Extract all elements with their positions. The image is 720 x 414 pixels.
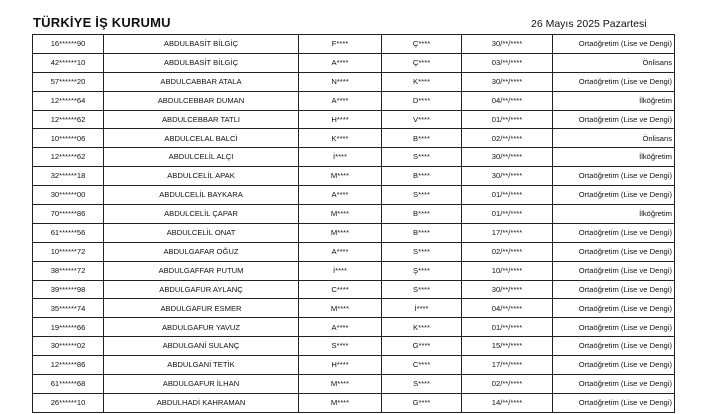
table-row: [33, 393, 675, 412]
id-cell: 61******68: [33, 375, 104, 394]
education-cell: İlköğretim: [553, 91, 675, 110]
date-cell: 01/**/****: [462, 186, 553, 205]
masked-field-1-cell: M****: [299, 223, 382, 242]
name-cell: ABDULGAFUR AYLANÇ: [104, 280, 299, 299]
masked-field-1-cell: C****: [299, 280, 382, 299]
masked-field-2-cell: S****: [382, 242, 462, 261]
masked-field-2-cell: K****: [382, 318, 462, 337]
masked-field-1-cell: N****: [299, 72, 382, 91]
table-body: [33, 35, 675, 413]
date-cell: 03/**/****: [462, 53, 553, 72]
masked-field-2-cell: G****: [382, 393, 462, 412]
date-cell: 02/**/****: [462, 375, 553, 394]
id-cell: 57******20: [33, 72, 104, 91]
masked-field-1-cell: M****: [299, 393, 382, 412]
masked-field-1-cell: M****: [299, 205, 382, 224]
masked-field-2-cell: B****: [382, 129, 462, 148]
id-cell: 12******62: [33, 148, 104, 167]
masked-field-2-cell: G****: [382, 337, 462, 356]
id-cell: 16******90: [33, 35, 104, 54]
name-cell: ABDULGAFFAR PUTUM: [104, 261, 299, 280]
table-row: [33, 356, 675, 375]
table-row: [33, 35, 675, 54]
table-row: [33, 223, 675, 242]
masked-field-2-cell: K****: [382, 72, 462, 91]
masked-field-2-cell: Ç****: [382, 35, 462, 54]
name-cell: ABDULCELİL ONAT: [104, 223, 299, 242]
name-cell: ABDULCELİL ÇAPAR: [104, 205, 299, 224]
masked-field-1-cell: A****: [299, 186, 382, 205]
date-cell: 30/**/****: [462, 280, 553, 299]
masked-field-1-cell: A****: [299, 53, 382, 72]
id-cell: 61******56: [33, 223, 104, 242]
table-row: [33, 167, 675, 186]
masked-field-2-cell: B****: [382, 167, 462, 186]
masked-field-1-cell: S****: [299, 337, 382, 356]
name-cell: ABDULCABBAR ATALA: [104, 72, 299, 91]
id-cell: 12******64: [33, 91, 104, 110]
education-cell: Ortaöğretim (Lise ve Dengi): [553, 337, 675, 356]
education-cell: Ortaöğretim (Lise ve Dengi): [553, 186, 675, 205]
date-cell: 04/**/****: [462, 91, 553, 110]
education-cell: İlköğretim: [553, 148, 675, 167]
education-cell: Ortaöğretim (Lise ve Dengi): [553, 356, 675, 375]
applicant-table: [32, 34, 675, 413]
date-cell: 01/**/****: [462, 110, 553, 129]
education-cell: Ortaöğretim (Lise ve Dengi): [553, 110, 675, 129]
masked-field-1-cell: K****: [299, 129, 382, 148]
masked-field-2-cell: C****: [382, 356, 462, 375]
name-cell: ABDULHADİ KAHRAMAN: [104, 393, 299, 412]
id-cell: 26******10: [33, 393, 104, 412]
id-cell: 12******62: [33, 110, 104, 129]
table-row: [33, 110, 675, 129]
masked-field-2-cell: Ş****: [382, 261, 462, 280]
masked-field-2-cell: S****: [382, 375, 462, 394]
education-cell: Ortaöğretim (Lise ve Dengi): [553, 223, 675, 242]
name-cell: ABDULGAFUR YAVUZ: [104, 318, 299, 337]
name-cell: ABDULCEBBAR DUMAN: [104, 91, 299, 110]
name-cell: ABDULCELİL APAK: [104, 167, 299, 186]
table-row: [33, 53, 675, 72]
masked-field-2-cell: S****: [382, 148, 462, 167]
date-cell: 10/**/****: [462, 261, 553, 280]
date-cell: 02/**/****: [462, 242, 553, 261]
id-cell: 12******86: [33, 356, 104, 375]
id-cell: 35******74: [33, 299, 104, 318]
date-cell: 30/**/****: [462, 72, 553, 91]
education-cell: Ortaöğretim (Lise ve Dengi): [553, 318, 675, 337]
page-header: [0, 0, 720, 34]
masked-field-2-cell: B****: [382, 223, 462, 242]
education-cell: Önlisans: [553, 53, 675, 72]
date-cell: 17/**/****: [462, 356, 553, 375]
id-cell: 30******00: [33, 186, 104, 205]
table-row: [33, 337, 675, 356]
education-cell: Ortaöğretim (Lise ve Dengi): [553, 280, 675, 299]
masked-field-1-cell: M****: [299, 299, 382, 318]
masked-field-1-cell: M****: [299, 167, 382, 186]
education-cell: Önlisans: [553, 129, 675, 148]
masked-field-2-cell: İ****: [382, 299, 462, 318]
date-cell: 30/**/****: [462, 148, 553, 167]
name-cell: ABDULCELAL BALCİ: [104, 129, 299, 148]
table-row: [33, 318, 675, 337]
table-row: [33, 129, 675, 148]
date-cell: 15/**/****: [462, 337, 553, 356]
masked-field-2-cell: S****: [382, 280, 462, 299]
table-row: [33, 375, 675, 394]
name-cell: ABDULCELİL BAYKARA: [104, 186, 299, 205]
masked-field-1-cell: İ****: [299, 148, 382, 167]
education-cell: Ortaöğretim (Lise ve Dengi): [553, 375, 675, 394]
education-cell: Ortaöğretim (Lise ve Dengi): [553, 35, 675, 54]
name-cell: ABDULGAFUR İLHAN: [104, 375, 299, 394]
table-row: [33, 186, 675, 205]
table-row: [33, 280, 675, 299]
masked-field-1-cell: A****: [299, 242, 382, 261]
id-cell: 42******10: [33, 53, 104, 72]
date-cell: 30/**/****: [462, 167, 553, 186]
name-cell: ABDULGANİ TETİK: [104, 356, 299, 375]
masked-field-1-cell: M****: [299, 375, 382, 394]
org-title: TÜRKİYE İŞ KURUMU: [33, 15, 171, 30]
date-cell: 01/**/****: [462, 205, 553, 224]
table-row: [33, 72, 675, 91]
date-cell: 02/**/****: [462, 129, 553, 148]
education-cell: Ortaöğretim (Lise ve Dengi): [553, 393, 675, 412]
id-cell: 30******02: [33, 337, 104, 356]
id-cell: 39******98: [33, 280, 104, 299]
id-cell: 10******06: [33, 129, 104, 148]
id-cell: 38******72: [33, 261, 104, 280]
masked-field-2-cell: S****: [382, 186, 462, 205]
id-cell: 70******86: [33, 205, 104, 224]
masked-field-1-cell: F****: [299, 35, 382, 54]
education-cell: Ortaöğretim (Lise ve Dengi): [553, 242, 675, 261]
education-cell: Ortaöğretim (Lise ve Dengi): [553, 72, 675, 91]
report-date: 26 Mayıs 2025 Pazartesi: [531, 18, 647, 30]
date-cell: 30/**/****: [462, 35, 553, 54]
masked-field-1-cell: A****: [299, 318, 382, 337]
date-cell: 01/**/****: [462, 318, 553, 337]
name-cell: ABDULGAFAR OĞUZ: [104, 242, 299, 261]
name-cell: ABDULBASİT BİLGİÇ: [104, 53, 299, 72]
education-cell: Ortaöğretim (Lise ve Dengi): [553, 299, 675, 318]
masked-field-2-cell: Ç****: [382, 53, 462, 72]
education-cell: Ortaöğretim (Lise ve Dengi): [553, 261, 675, 280]
masked-field-1-cell: İ****: [299, 261, 382, 280]
id-cell: 10******72: [33, 242, 104, 261]
name-cell: ABDULGANİ SULANÇ: [104, 337, 299, 356]
table-row: [33, 205, 675, 224]
date-cell: 17/**/****: [462, 223, 553, 242]
table-row: [33, 261, 675, 280]
table-row: [33, 148, 675, 167]
name-cell: ABDULCEBBAR TATLI: [104, 110, 299, 129]
table-row: [33, 242, 675, 261]
masked-field-1-cell: H****: [299, 356, 382, 375]
date-cell: 14/**/****: [462, 393, 553, 412]
id-cell: 19******66: [33, 318, 104, 337]
name-cell: ABDULBASİT BİLGİÇ: [104, 35, 299, 54]
masked-field-2-cell: D****: [382, 91, 462, 110]
date-cell: 04/**/****: [462, 299, 553, 318]
name-cell: ABDULCELİL ALÇI: [104, 148, 299, 167]
masked-field-1-cell: A****: [299, 91, 382, 110]
table-row: [33, 91, 675, 110]
table-row: [33, 299, 675, 318]
masked-field-2-cell: B****: [382, 205, 462, 224]
name-cell: ABDULGAFUR ESMER: [104, 299, 299, 318]
education-cell: İlköğretim: [553, 205, 675, 224]
id-cell: 32******18: [33, 167, 104, 186]
masked-field-2-cell: V****: [382, 110, 462, 129]
masked-field-1-cell: H****: [299, 110, 382, 129]
education-cell: Ortaöğretim (Lise ve Dengi): [553, 167, 675, 186]
